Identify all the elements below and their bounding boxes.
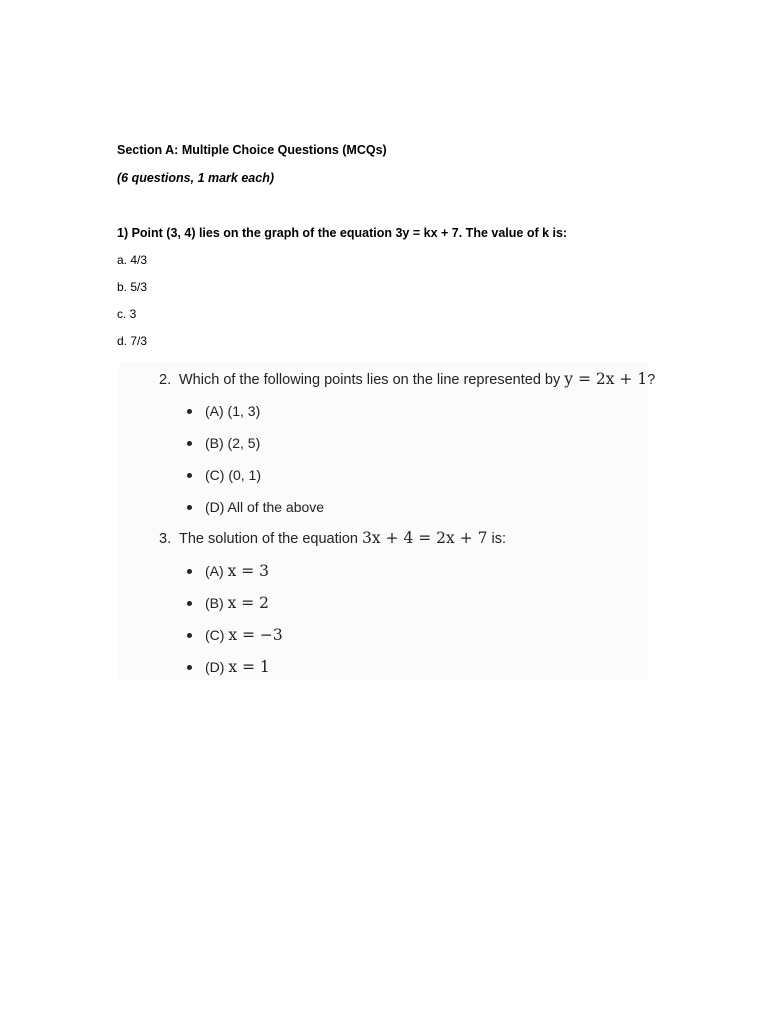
option-label: (D) — [205, 659, 225, 675]
option-label: (A) — [205, 563, 224, 579]
question-3-suffix: is: — [491, 531, 506, 547]
question-1-option-d: d. 7/3 — [117, 334, 148, 348]
option-equation: x = 1 — [228, 658, 270, 676]
question-1-options — [117, 251, 657, 350]
question-2-option-d — [187, 496, 324, 518]
question-1-text: 1) Point (3, 4) lies on the graph of the equation 3y = kx + 7. The value of k is: — [117, 226, 568, 240]
question-2-text — [159, 368, 655, 390]
question-3-prompt: The solution of the equation — [179, 531, 358, 547]
question-2-suffix: ? — [647, 372, 656, 388]
bullet-icon — [187, 409, 192, 414]
question-3-option-b — [187, 592, 269, 614]
bullet-icon — [187, 633, 192, 638]
bullet-icon — [187, 505, 192, 510]
question-2-option-b — [187, 432, 260, 454]
question-3-option-a — [187, 560, 269, 582]
option-label: (A) (1, 3) — [205, 403, 261, 419]
section-subtitle: (6 questions, 1 mark each) — [117, 171, 275, 185]
question-2-option-a — [187, 400, 260, 422]
question-2-option-c — [187, 464, 261, 486]
bullet-icon — [187, 473, 192, 478]
question-2-number: 2. — [159, 372, 172, 388]
option-equation: x = −3 — [228, 626, 283, 644]
bullet-icon — [187, 601, 192, 606]
question-3-option-c — [187, 624, 283, 646]
question-1-option-c: c. 3 — [117, 307, 137, 321]
bullet-icon — [187, 441, 192, 446]
bullet-icon — [187, 665, 192, 670]
option-label: (B) — [205, 595, 224, 611]
question-1-option-b: b. 5/3 — [117, 280, 148, 294]
question-1-option-a: a. 4/3 — [117, 253, 148, 267]
question-3-option-d — [187, 656, 270, 678]
bullet-icon — [187, 569, 192, 574]
question-3-equation: 3x + 4 = 2x + 7 — [362, 529, 488, 547]
question-3-text — [159, 527, 506, 549]
section-title: Section A: Multiple Choice Questions (MCQs) — [117, 143, 387, 157]
document-body — [117, 141, 657, 350]
question-3-number: 3. — [159, 531, 172, 547]
embedded-questions-image — [119, 362, 656, 680]
option-label: (D) All of the above — [205, 499, 325, 515]
option-equation: x = 2 — [227, 594, 270, 612]
option-label: (C) — [205, 627, 225, 643]
option-equation: x = 3 — [227, 562, 270, 580]
question-2-equation: y = 2x + 1 — [564, 370, 648, 388]
option-label: (C) (0, 1) — [205, 467, 261, 483]
option-label: (B) (2, 5) — [205, 435, 261, 451]
question-2-prompt: Which of the following points lies on the line represented by — [179, 372, 561, 388]
